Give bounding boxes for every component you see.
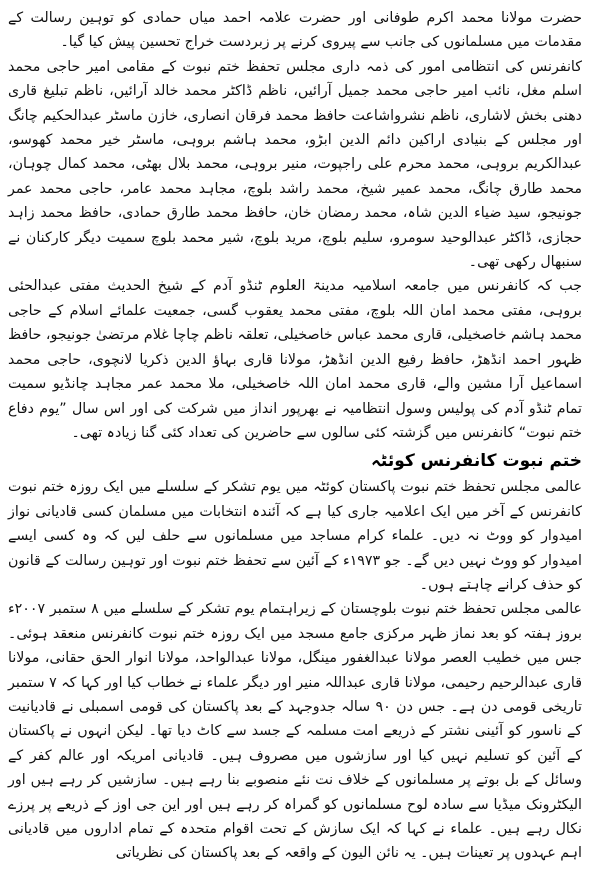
paragraph-declaration: عالمی مجلس تحفظ ختم نبوت پاکستان کوئٹہ میں یوم تشکر کے سلسلے میں ایک روزہ ختم نبوت کانفرنس کے آخر میں ایک اعلامیہ جاری کیا ہے کہ آئندہ انتخابات میں مسلمان کسی قادیانی نواز امیدوار کو ووٹ نہ دیں۔ علماء کرام مساجد میں مسلمانوں سے حلف لیں کہ وہ کسی ایسے امیدوار کو ووٹ نہیں دیں گے۔ جو ۱۹۷۳ء کے آئین سے تحفظ ختم نبوت اور توہین رسالت کے قانون کو حذف کرانے چاہتے ہوں۔ — [8, 479, 583, 593]
paragraph-participants: جب کہ کانفرنس میں جامعہ اسلامیہ مدینۃ العلوم ٹنڈو آدم کے شیخ الحدیث مفتی عبدالحئی بروہی، مفتی محمد امان اللہ بلوچ، مفتی محمد یعقوب گسی، جمعیت علمائے اسلام کے حاجی محمد ہاشم خاصخیلی، قاری محمد عباس خاصخیلی، تعلقہ ناظم چاچا غلام مرتضیٰ جونیجو، حافظ ظہور احمد انڈھڑ، حافظ رفیع الدین انڈھڑ، مولانا قاری بہاؤ الدین ذکریا لانچوی، حاجی محمد اسماعیل آرا مشین والے، قاری محمد امان اللہ خاصخیلی، ملا محمد عمر مجاہد چانڈیو سمیت تمام ٹنڈو آدم کی پولیس وسول انتظامیہ نے بھرپور انداز میں شرکت کی اور اس سال ”یوم دفاع ختم نبوت“ کانفرنس میں گزشتہ کئی سالوں سے حاضرین کی تعداد کئی گنا زیادہ تھی۔ — [8, 278, 582, 441]
section-heading: ختم نبوت کانفرنس کوئٹہ — [370, 451, 582, 472]
paragraph-organizers: کانفرنس کی انتظامی امور کی ذمہ داری مجلس تحفظ ختم نبوت کے مقامی امیر حاجی محمد اسلم مغل، نائب امیر حاجی محمد جمیل آرائیں، ناظم ڈاکٹر محمد خالد آرائیں، ناظم تبلیغ قاری دھنی بخش لاشاری، ناظم نشرواشاعت حافظ محمد فرقان انصاری، خازن ماسٹر عبدالحکیم چانگ اور مجلس کے بنیادی اراکین دائم الدین ابڑو، محمد ہاشم بروہی، ماسٹر خیر محمد کھوسو، عبدالکریم بروہی، محمد محرم علی راجپوت، منیر بروہی، محمد بلال بھٹی، محمد کمال چوہان، محمد طارق چانگ، محمد عمیر شیخ، محمد راشد بلوچ، مجاہد محمد عامر، حاجی محمد عمر جونیجو، سید ضیاء الدین شاہ، محمد رمضان خان، حافظ محمد طارق حمادی، حافظ محمد زاہد حجازی، ڈاکٹر عبدالوحید سومرو، سلیم بلوچ، مرید بلوچ، شیر محمد بلوچ سمیت دیگر کارکنان نے سنبھال رکھی تھی۔ — [8, 58, 582, 271]
paragraph-tribute: حضرت مولانا محمد اکرم طوفانی اور حضرت علامہ احمد میاں حمادی کو توہین رسالت کے مقدمات میں مسلمانوں کی جانب سے پیروی کرنے پر زبردست خراج تحسین پیش کیا گیا۔ — [8, 10, 582, 51]
paragraph-balochistan-conference: عالمی مجلس تحفظ ختم نبوت بلوچستان کے زیراہتمام یوم تشکر کے سلسلے میں ۸ ستمبر ۲۰۰۷ء بروز ہفتہ کو بعد نماز ظہر مرکزی جامع مسجد میں ایک روزہ ختم نبوت کانفرنس منعقد ہوئی۔ جس میں خطیب العصر مولانا عبدالغفور مینگل، مولانا عبدالواحد، مولانا انوار الحق حقانی، مولانا قاری عبدالرحیم رحیمی، مولانا قاری عبداللہ منیر اور دیگر علماء نے خطاب کیا اور کہا کہ ۷ ستمبر تاریخی قومی دن ہے۔ جس دن ۹۰ سالہ جدوجہد کے بعد پاکستان کی قومی اسمبلی نے قادیانیت کے ناسور کو آئینی نشتر کے ذریعے امت مسلمہ کے جسد سے کاٹ دیا تھا۔ لیکن انہوں نے پاکستان کے آئین کو تسلیم نہیں کیا اور سازشوں میں مصروف ہیں۔ قادیانی امریکہ اور عالم کفر کے وسائل کے بل بوتے پر مسلمانوں کے خلاف نت نئے منصوبے بنا رہے ہیں۔ سازشیں کر رہے ہیں اور الیکٹرونک میڈیا سے سادہ لوح مسلمانوں کو گمراہ کر رہے ہیں اور این جی اوز کے ذریعے پر پرزے نکال رہے ہیں۔ علماء نے کہا کہ ایک سازش کے تحت اقوام متحدہ کے تمام اداروں میں قادیانی اہم عہدوں پر تعینات ہیں۔ یہ نائن الیون کے واقعہ کے بعد پاکستان کی نظریاتی — [8, 601, 583, 862]
